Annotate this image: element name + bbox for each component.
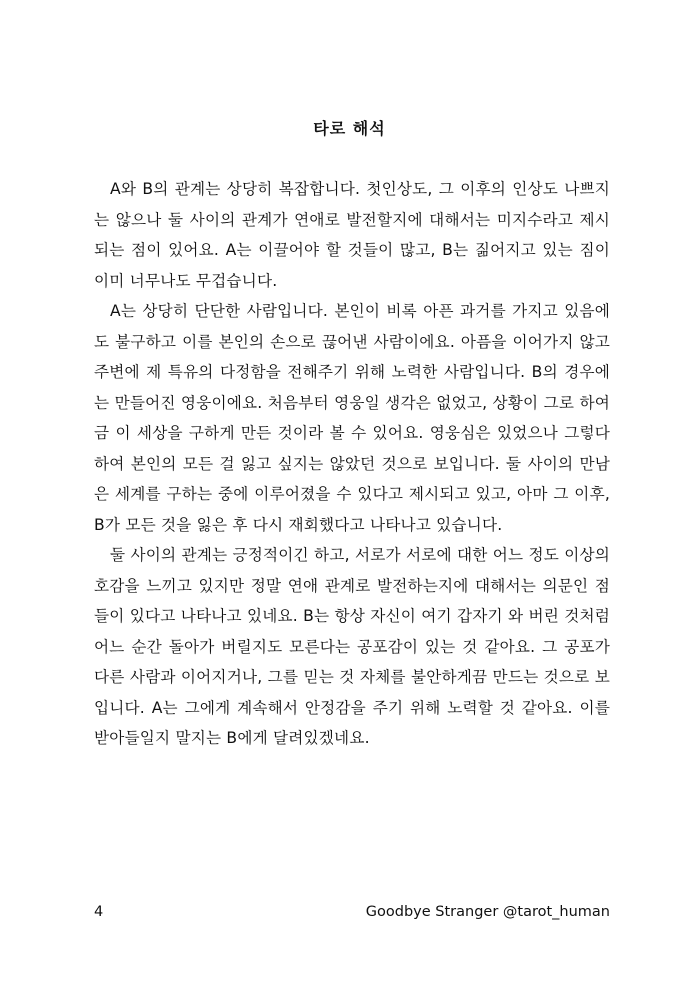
- page-number: 4: [94, 904, 104, 920]
- page-footer: [94, 904, 610, 920]
- body-text: [94, 174, 610, 754]
- paragraph-1: A와 B의 관계는 상당히 복잡합니다. 첫인상도, 그 이후의 인상도 나쁘지는 않으나 둘 사이의 관계가 연애로 발전할지에 대해서는 미지수라고 제시되는 점이 있어요. A는 이끌어야 할 것들이 많고, B는 짊어지고 있는 짐이 이미 너무나도 무겁습니다.: [94, 180, 610, 290]
- paragraph-3: 둘 사이의 관계는 긍정적이긴 하고, 서로가 서로에 대한 어느 정도 이상의 호감을 느끼고 있지만 정말 연애 관계로 발전하는지에 대해서는 의문인 점들이 있다고 나타나고 있네요. B는 항상 자신이 여기 갑자기 와 버린 것처럼 어느 순간 돌아가 버릴지도 모른다는 공포감이 있는 것 같아요. 그 공포가 다른 사람과 이어지거나, 그를 믿는 것 자체를 불안하게끔 만드는 것으로 보입니다. A는 그에게 계속해서 안정감을 주기 위해 노력할 것 같아요. 이를 받아들일지 말지는 B에게 달려있겠네요.: [94, 546, 610, 747]
- page-title: 타로 해석: [313, 119, 386, 138]
- footer-credit: Goodbye Stranger @tarot_human: [365, 904, 610, 920]
- paragraph-2: A는 상당히 단단한 사람입니다. 본인이 비록 아픈 과거를 가지고 있음에도 불구하고 이를 본인의 손으로 끊어낸 사람이에요. 아픔을 이어가지 않고 주변에 제 특유의 다정함을 전해주기 위해 노력한 사람입니다. B의 경우에는 만들어진 영웅이에요. 처음부터 영웅일 생각은 없었고, 상황이 그로 하여금 이 세상을 구하게 만든 것이라 볼 수 있어요. 영웅심은 있었으나 그렇다 하여 본인의 모든 걸 잃고 싶지는 않았던 것으로 보입니다. 둘 사이의 만남은 세계를 구하는 중에 이루어졌을 수 있다고 제시되고 있고, 아마 그 이후, B가 모든 것을 잃은 후 다시 재회했다고 나타나고 있습니다.: [94, 302, 610, 534]
